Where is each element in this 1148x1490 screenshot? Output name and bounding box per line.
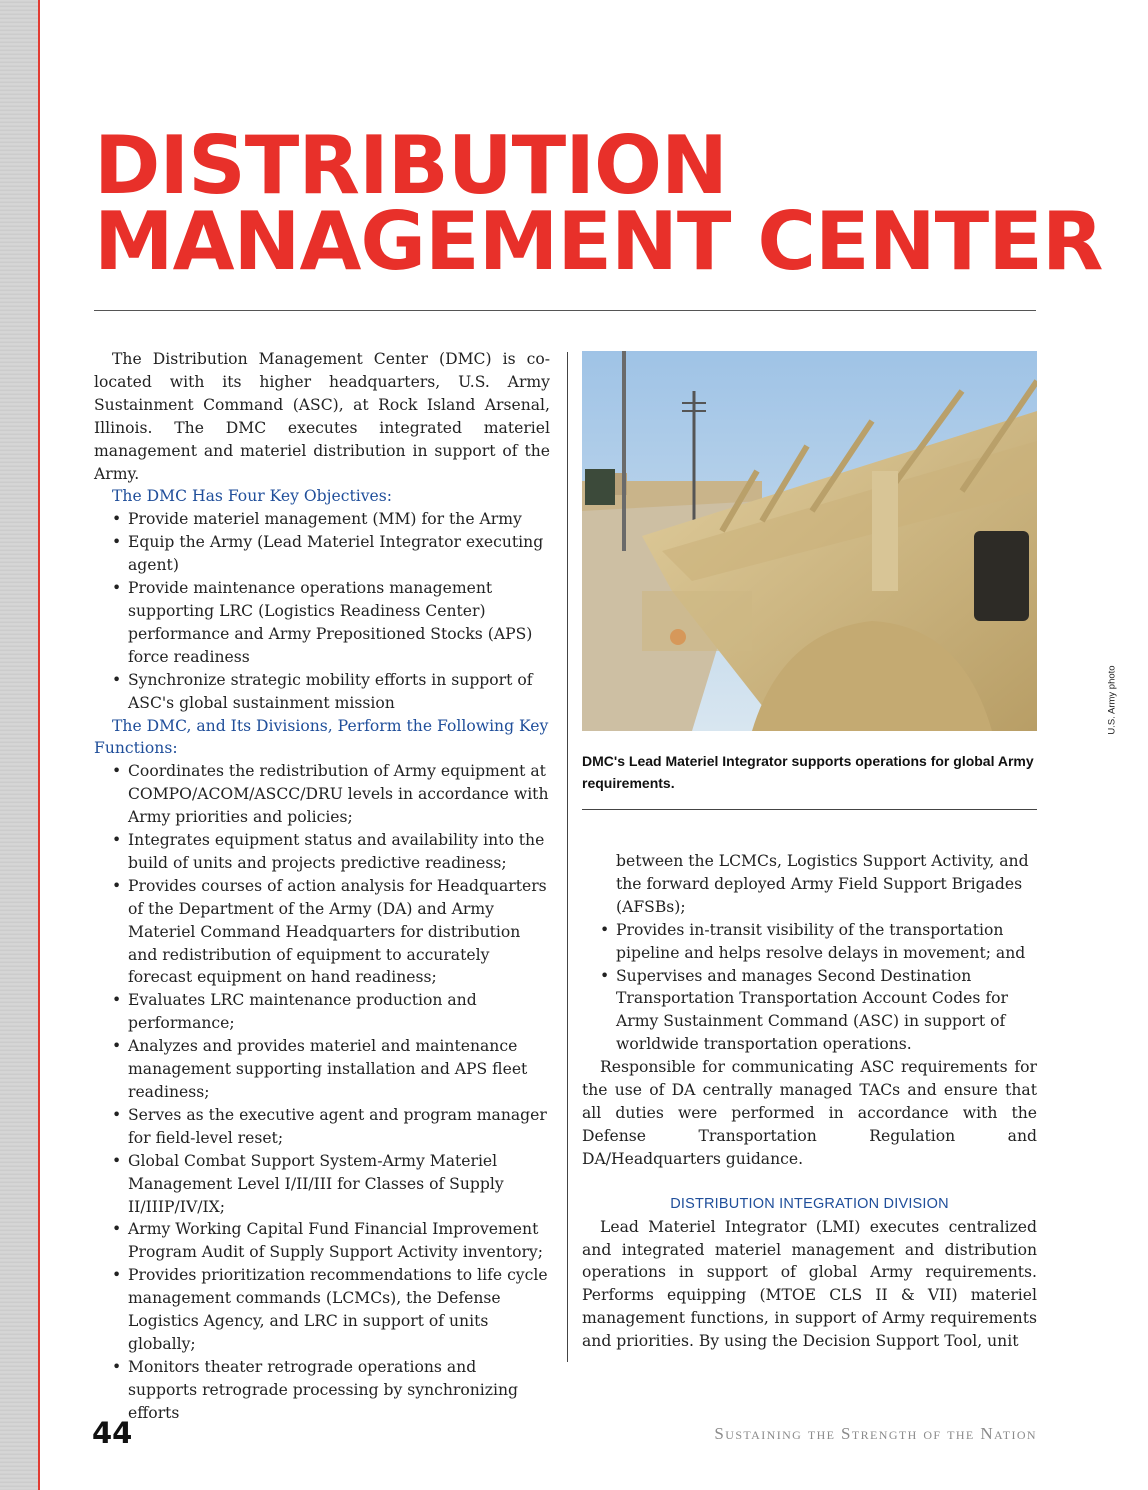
running-footer: Sustaining the Strength of the Nation [714, 1424, 1037, 1443]
list-item: • Army Working Capital Fund Financial Improvement Program Audit of Supply Support Activity inventory; [94, 1218, 550, 1264]
photo-credit: U.S. Army photo [1106, 665, 1118, 735]
functions-list-continued [582, 919, 1037, 1056]
responsible-paragraph: Responsible for communicating ASC requirements for the use of DA centrally managed TACs and ensure that all duties were performed in accordance with the Defense Transportation Regulation and DA/Headquarters guidance. [582, 1058, 1037, 1168]
photo-illustration [582, 351, 1037, 731]
list-item: • Serves as the executive agent and program manager for field-level reset; [94, 1104, 550, 1150]
functions-continued: between the LCMCs, Logistics Support Activity, and the forward deployed Army Field Support Brigades (AFSBs); [616, 852, 1029, 916]
right-column [582, 850, 1037, 1353]
column-divider [567, 352, 568, 1362]
intro-paragraph: The Distribution Management Center (DMC) is co-located with its higher headquarters, U.S. Army Sustainment Command (ASC), at Rock Island Arsenal, Illinois. The DMC executes integrated materiel management and materiel distribution in support of the Army. [94, 350, 550, 483]
list-item: • Provides courses of action analysis for Headquarters of the Department of the Army (DA) and Army Materiel Command Headquarters for distribution and redistribution of equipment to accurately forecast equipment on hand readiness; [94, 875, 550, 990]
photo-caption: DMC's Lead Materiel Integrator supports operations for global Army requirements. [582, 753, 1034, 791]
page-binding-edge [0, 0, 40, 1490]
functions-heading: The DMC, and Its Divisions, Perform the Following Key Functions: [94, 716, 549, 758]
caption-divider [582, 809, 1037, 810]
list-item: • Analyzes and provides materiel and maintenance management supporting installation and APS fleet readiness; [94, 1035, 550, 1104]
list-item: • Synchronize strategic mobility efforts in support of ASC's global sustainment mission [94, 669, 550, 715]
list-item: • Global Combat Support System-Army Materiel Management Level I/II/III for Classes of Supply II/IIIP/IV/IX; [94, 1150, 550, 1219]
list-item: • Provides prioritization recommendations to life cycle management commands (LCMCs), the Defense Logistics Agency, and LRC in support of units globally; [94, 1264, 550, 1356]
list-item: • Monitors theater retrograde operations and supports retrograde processing by synchronizing efforts [94, 1356, 550, 1425]
lmi-paragraph: Lead Materiel Integrator (LMI) executes centralized and integrated materiel management and distribution operations in support of global Army requirements. Performs equipping (MTOE CLS II & VII) materiel management functions, in support of Army requirements and priorities. By using the Decision Support Tool, unit [582, 1217, 1037, 1351]
title-line-2: MANAGEMENT CENTER [94, 195, 1103, 288]
list-item: • Provides in-transit visibility of the transportation pipeline and helps resolve delays in movement; and [582, 919, 1037, 965]
objectives-list [94, 508, 550, 714]
title-divider [94, 310, 1036, 311]
list-item: • Provide materiel management (MM) for the Army [94, 508, 550, 531]
list-item: • Integrates equipment status and availability into the build of units and projects predictive readiness; [94, 829, 550, 875]
list-item: • Coordinates the redistribution of Army equipment at COMPO/ACOM/ASCC/DRU levels in accordance with Army priorities and policies; [94, 760, 550, 829]
list-item: • Provide maintenance operations management supporting LRC (Logistics Readiness Center) performance and Army Prepositioned Stocks (APS) force readiness [94, 577, 550, 669]
list-item: • Equip the Army (Lead Materiel Integrator executing agent) [94, 531, 550, 577]
section-heading: DISTRIBUTION INTEGRATION DIVISION [670, 1195, 949, 1212]
left-column [94, 348, 550, 1425]
title-line-1: DISTRIBUTION [94, 119, 727, 212]
functions-list [94, 760, 550, 1424]
page-number: 44 [92, 1416, 133, 1450]
list-item: • Supervises and manages Second Destination Transportation Transportation Account Codes for Army Sustainment Command (ASC) in support of worldwide transportation operations. [582, 965, 1037, 1057]
objectives-heading: The DMC Has Four Key Objectives: [112, 487, 392, 506]
list-item: • Evaluates LRC maintenance production and performance; [94, 989, 550, 1035]
humvee-row-photo [582, 351, 1037, 731]
page-title [94, 119, 1103, 288]
